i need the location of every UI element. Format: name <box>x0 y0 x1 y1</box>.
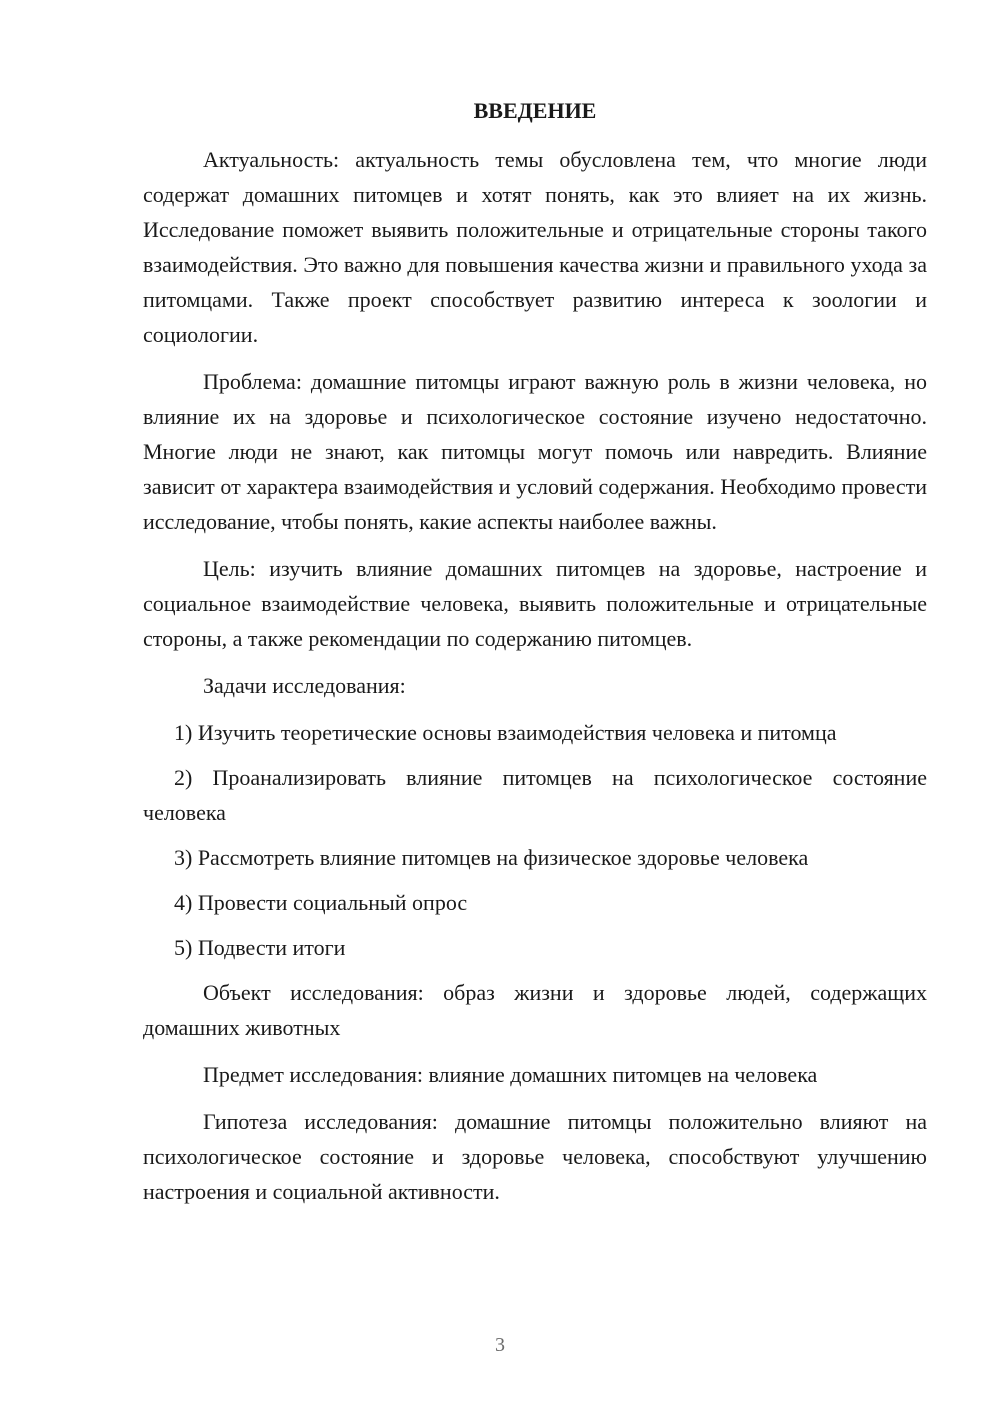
subject-paragraph: Предмет исследования: влияние домашних питомцев на человека <box>203 1062 818 1087</box>
list-item: 1) Изучить теоретические основы взаимодействия человека и питомца <box>174 720 837 745</box>
page-title: ВВЕДЕНИЕ <box>473 98 597 123</box>
list-item: 5) Подвести итоги <box>174 935 346 960</box>
list-item: 4) Провести социальный опрос <box>174 890 468 915</box>
list-item: 2) Проанализировать влияние питомцев на психологическое состояние человека <box>143 765 927 825</box>
document-page <box>143 94 927 1221</box>
tasks-heading: Задачи исследования: <box>203 673 406 698</box>
goal-paragraph: Цель: изучить влияние домашних питомцев на здоровье, настроение и социальное взаимодействие человека, выявить положительные и отрицательные стороны, а также рекомендации по содержанию питомцев. <box>143 556 927 651</box>
object-paragraph: Объект исследования: образ жизни и здоровье людей, содержащих домашних животных <box>143 980 927 1040</box>
hypothesis-paragraph: Гипотеза исследования: домашние питомцы положительно влияют на психологическое состояние и здоровье человека, способствуют улучшению настроения и социальной активности. <box>143 1109 927 1204</box>
relevance-paragraph: Актуальность: актуальность темы обусловлена тем, что многие люди содержат домашних питомцев и хотят понять, как это влияет на их жизнь. Исследование поможет выявить положительные и отрицательные стороны такого взаимодействия. Это важно для повышения качества жизни и правильного ухода за питомцами. Также проект способствует развитию интереса к зоологии и социологии. <box>143 147 927 347</box>
problem-paragraph: Проблема: домашние питомцы играют важную роль в жизни человека, но влияние их на здоровье и психологическое состояние изучено недостаточно. Многие люди не знают, как питомцы могут помочь или навредить. Влияние зависит от характера взаимодействия и условий содержания. Необходимо провести исследование, чтобы понять, какие аспекты наиболее важны. <box>143 369 927 534</box>
list-item: 3) Рассмотреть влияние питомцев на физическое здоровье человека <box>174 845 809 870</box>
page-number: 3 <box>495 1334 505 1356</box>
tasks-list <box>143 715 927 965</box>
